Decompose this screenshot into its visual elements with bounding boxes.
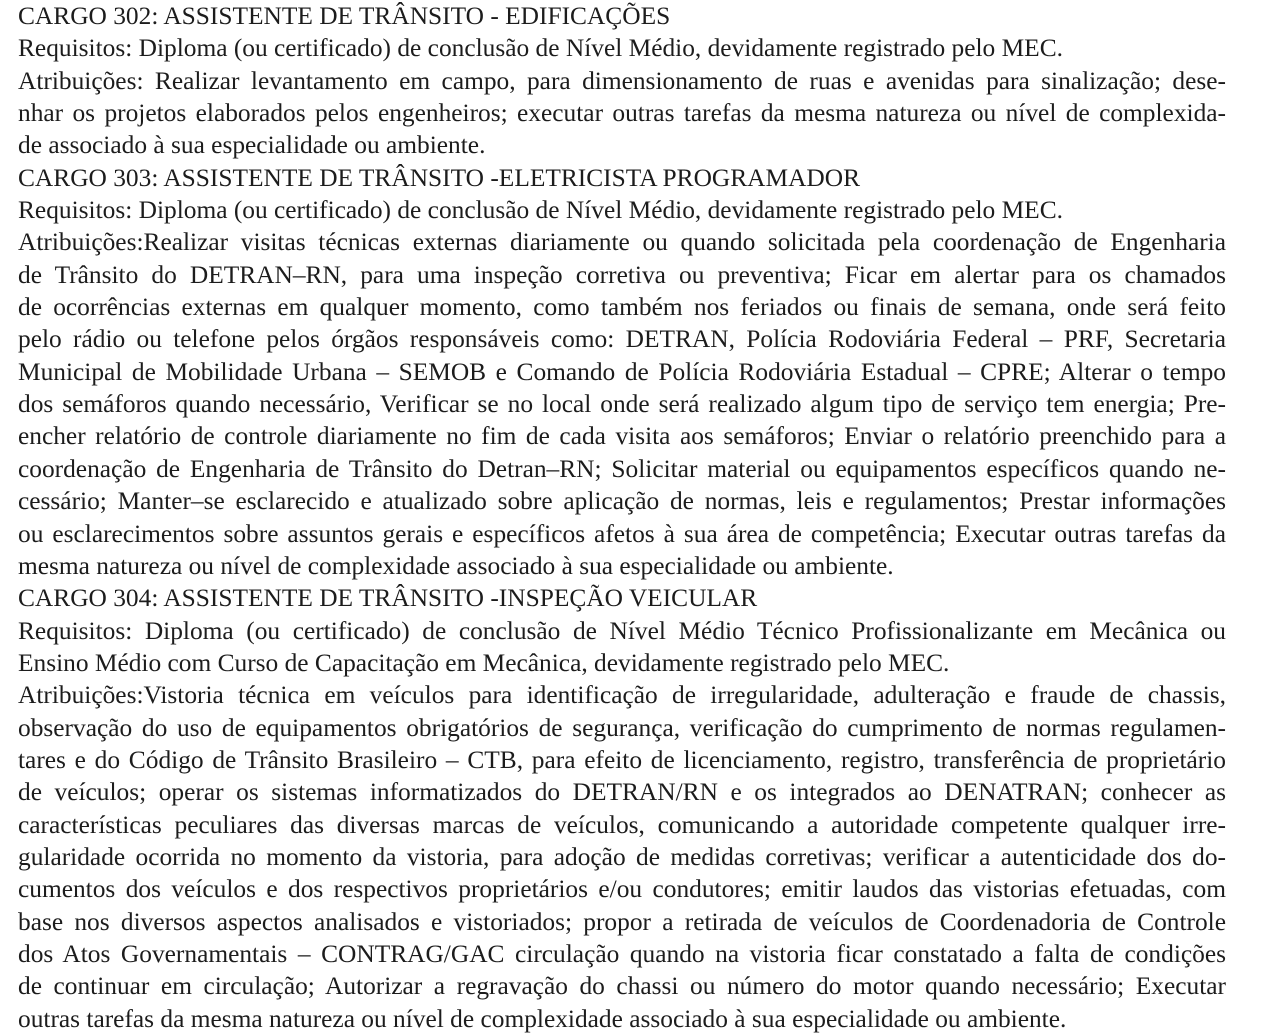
text-line: características peculiares das diversas marcas de veículos, comunicando a autoridade competente qualquer irre- <box>18 810 1226 839</box>
text-line: encher relatório de controle diariamente no fim de cada visita aos semáforos; Enviar o relatório preenchido para a <box>18 422 1226 451</box>
text-line: Requisitos: Diploma (ou certificado) de conclusão de Nível Médio, devidamente registrado pelo MEC. <box>18 34 1063 63</box>
text-line: de continuar em circulação; Autorizar a regravação do chassi ou número do motor quando necessário; Executar <box>18 972 1226 1001</box>
text-line: tares e do Código de Trânsito Brasileiro – CTB, para efeito de licenciamento, registro, transferência de proprietário <box>18 745 1226 774</box>
text-line: observação do uso de equipamentos obrigatórios de segurança, verificação do cumprimento de normas regulamen- <box>18 713 1226 742</box>
section-heading: CARGO 303: ASSISTENTE DE TRÂNSITO -ELETRICISTA PROGRAMADOR <box>18 163 861 192</box>
text-line: outras tarefas da mesma natureza ou nível de complexidade associado à sua especialidade ou ambiente. <box>18 1004 1067 1033</box>
text-line: Requisitos: Diploma (ou certificado) de conclusão de Nível Médio, devidamente registrado pelo MEC. <box>18 196 1063 225</box>
text-line: mesma natureza ou nível de complexidade associado à sua especialidade ou ambiente. <box>18 551 894 580</box>
section-body <box>18 32 1226 161</box>
text-line: de veículos; operar os sistemas informatizados do DETRAN/RN e os integrados ao DENATRAN; conhecer as <box>18 778 1226 807</box>
section-cargo-302 <box>18 0 1226 162</box>
text-line: nhar os projetos elaborados pelos engenheiros; executar outras tarefas da mesma natureza ou nível de complexida- <box>18 99 1226 128</box>
text-line: dos semáforos quando necessário, Verificar se no local onde será realizado algum tipo de serviço tem energia; Pre- <box>18 390 1226 419</box>
section-body <box>18 194 1226 582</box>
text-line: cumentos dos veículos e dos respectivos proprietários e/ou condutores; emitir laudos das vistorias efetuadas, com <box>18 875 1226 904</box>
text-line: Atribuições:Vistoria técnica em veículos para identificação de irregularidade, adulteração e fraude de chassis, <box>18 681 1226 710</box>
text-line: de associado à sua especialidade ou ambiente. <box>18 131 486 160</box>
text-line: gularidade ocorrida no momento da vistoria, para adoção de medidas corretivas; verificar a autenticidade dos do- <box>18 842 1226 871</box>
section-cargo-303 <box>18 162 1226 582</box>
text-line: Atribuições:Realizar visitas técnicas externas diariamente ou quando solicitada pela coordenação de Engenharia <box>18 228 1226 257</box>
text-line: de Trânsito do DETRAN–RN, para uma inspeção corretiva ou preventiva; Ficar em alertar para os chamados <box>18 260 1226 289</box>
section-heading: CARGO 304: ASSISTENTE DE TRÂNSITO -INSPEÇÃO VEICULAR <box>18 584 758 613</box>
section-body <box>18 615 1226 1035</box>
section-cargo-304 <box>18 582 1226 1035</box>
text-line: base nos diversos aspectos analisados e vistoriados; propor a retirada de veículos de Coordenadoria de Controle <box>18 907 1226 936</box>
text-line: Ensino Médio com Curso de Capacitação em Mecânica, devidamente registrado pelo MEC. <box>18 648 950 677</box>
document-page <box>18 0 1226 1035</box>
text-line: cessário; Manter–se esclarecido e atualizado sobre aplicação de normas, leis e regulamentos; Prestar informações <box>18 487 1226 516</box>
text-line: Municipal de Mobilidade Urbana – SEMOB e Comando de Polícia Rodoviária Estadual – CPRE; Alterar o tempo <box>18 357 1226 386</box>
text-line: dos Atos Governamentais – CONTRAG/GAC circulação quando na vistoria ficar constatado a falta de condições <box>18 939 1226 968</box>
text-line: de ocorrências externas em qualquer momento, como também nos feriados ou finais de semana, onde será feito <box>18 293 1226 322</box>
text-line: Requisitos: Diploma (ou certificado) de conclusão de Nível Médio Técnico Profissionalizante em Mecânica ou <box>18 616 1226 645</box>
text-line: Atribuições: Realizar levantamento em campo, para dimensionamento de ruas e avenidas para sinalização; dese- <box>18 66 1226 95</box>
section-heading: CARGO 302: ASSISTENTE DE TRÂNSITO - EDIFICAÇÕES <box>18 2 671 30</box>
text-line: pelo rádio ou telefone pelos órgãos responsáveis como: DETRAN, Polícia Rodoviária Federal – PRF, Secretaria <box>18 325 1226 354</box>
text-line: ou esclarecimentos sobre assuntos gerais e específicos afetos à sua área de competência; Executar outras tarefas da <box>18 519 1226 548</box>
text-line: coordenação de Engenharia de Trânsito do Detran–RN; Solicitar material ou equipamentos específicos quando ne- <box>18 454 1226 483</box>
